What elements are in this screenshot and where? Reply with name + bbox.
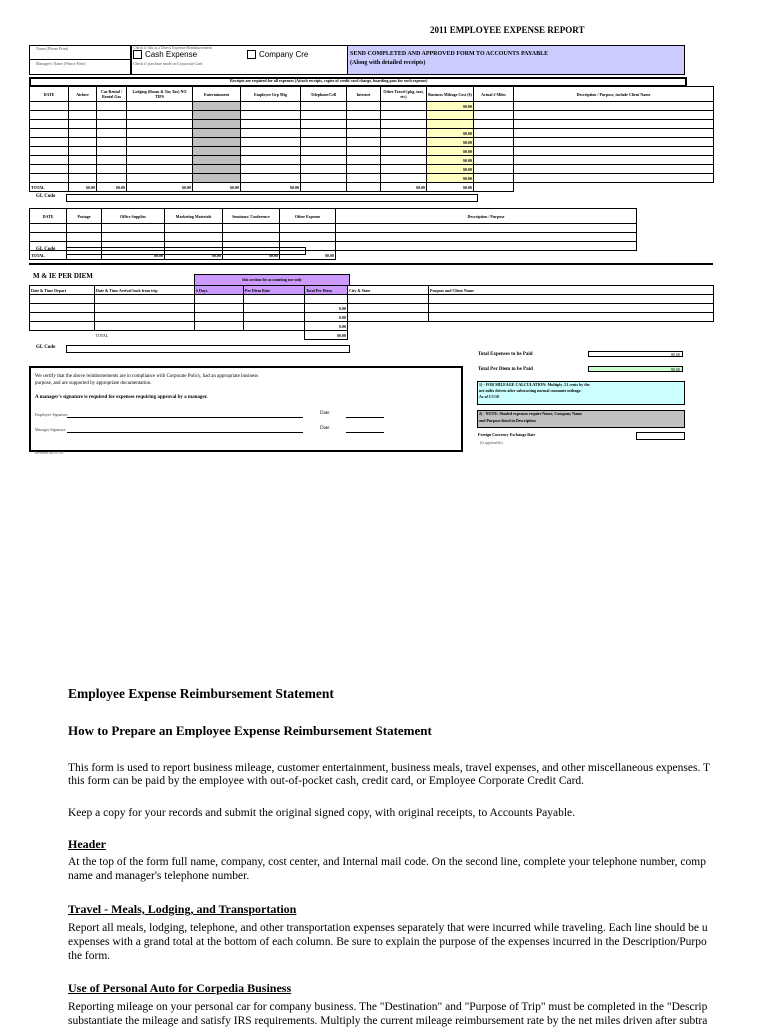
- auto-section-title: Use of Personal Auto for Corpedia Business: [68, 981, 292, 995]
- name-label: Name (Please Print): [36, 46, 69, 51]
- travel-header-row: [30, 87, 714, 102]
- perdiem-title: M & IE PER DIEM: [33, 272, 93, 280]
- travel-line-3: the form.: [68, 950, 111, 962]
- certify-manager-required: A manager's signature is required for expenses requiring approval by a manager.: [35, 395, 208, 400]
- auto-line-2: substantiate the mileage and satisfy IRS requirements. Multiply the current mileage reimbursement rate by the net miles driven after subtra: [68, 1015, 708, 1027]
- misc-row: [30, 224, 637, 233]
- mileage-note-1: 1) - FOR MILEAGE CALCULATION: Multiply .51 cents by the: [479, 382, 590, 387]
- shaded-note-1: 2) - NOTE: Shaded expenses require Name, Company Name: [479, 411, 583, 416]
- manager-label: Manager's Name (Please Print): [36, 61, 86, 66]
- travel-row: [30, 156, 714, 165]
- total-label: TOTAL: [30, 183, 69, 192]
- employee-signature-label: Employee Signature: [35, 412, 68, 417]
- employee-signature-line[interactable]: [67, 417, 303, 418]
- perdiem-header-row: Date & Time Depart Date & Time Arrival back from trip # Days Per Diem Rate Total Per Diem City & State Purpose and Client Name: [30, 286, 714, 295]
- total-perdiem-value: $0.00: [588, 366, 683, 372]
- travel-expense-table: [29, 86, 714, 192]
- mileage-cell: $0.00: [427, 102, 474, 111]
- shaded-note-2: and Purpose listed in Description: [479, 418, 536, 423]
- travel-row: [30, 147, 714, 156]
- keep-copy-line: Keep a copy for your records and submit the original signed copy, with original receipts, to Accounts Payable.: [68, 807, 576, 819]
- employee-date-line[interactable]: [346, 417, 384, 418]
- company-card-checkbox[interactable]: [247, 50, 256, 59]
- col-actual-miles: Actual # Miles: [474, 87, 514, 102]
- col-telephone: Telephone/Cell: [301, 87, 347, 102]
- travel-gl-code-row: [66, 194, 478, 202]
- mileage-cell: $0.00: [427, 174, 474, 183]
- perdiem-total-row: TOTAL $0.00: [95, 332, 346, 338]
- perdiem-row: 0.00: [30, 304, 714, 313]
- col-date: DATE: [30, 87, 69, 102]
- total-expenses-value: $0.00: [588, 351, 683, 357]
- check-label-1: Check if this is a Direct Expense Reimbursement: [133, 45, 212, 50]
- manager-date-label: Date: [320, 426, 330, 431]
- instructions-title: Employee Expense Reimbursement Statement: [68, 686, 334, 701]
- col-description: Description / Purpose, include Client Name: [514, 87, 714, 102]
- cash-expense-label: Cash Expense: [145, 50, 198, 59]
- perdiem-table: [29, 285, 714, 340]
- total-perdiem-label: Total Per Diem to be Paid: [478, 367, 533, 372]
- accounting-use-note: this section for accounting use only: [194, 274, 350, 286]
- mileage-cell: [427, 120, 474, 129]
- col-mileage-cost: Business Mileage Cost ($): [427, 87, 474, 102]
- report-title: 2011 EMPLOYEE EXPENSE REPORT: [430, 25, 585, 35]
- travel-row: [30, 138, 714, 147]
- misc-header-row: DATE Postage Office Supplies Marketing Materials Seminars/ Conference Other Expense Description / Purpose: [30, 209, 637, 224]
- mileage-cell: $0.00: [427, 129, 474, 138]
- travel-total-row: TOTAL $0.00 $0.00 $0.00 $0.00 $0.00 $0.00 $0.00: [30, 183, 714, 192]
- col-internet: Internet: [347, 87, 381, 102]
- travel-line-2: expenses with a grand total at the bottom of each column. Be sure to explain the purpose of the expenses incurred in the Description/Purpo: [68, 936, 707, 948]
- mileage-cell: $0.00: [427, 147, 474, 156]
- col-entertainment: Entertainment: [193, 87, 241, 102]
- perdiem-row: 0.00: [30, 313, 714, 322]
- manager-date-line[interactable]: [346, 432, 384, 433]
- misc-row: [30, 233, 637, 242]
- company-card-label: Company Cre: [259, 50, 309, 59]
- fx-rate-input[interactable]: [636, 432, 685, 440]
- mileage-cell: $0.00: [427, 156, 474, 165]
- travel-gl-code-label: GL Code: [36, 194, 56, 199]
- perdiem-gl-code-label: GL Code: [36, 345, 56, 350]
- travel-line-1: Report all meals, lodging, telephone, and other transportation expenses separately that were incurred while traveling. Each line should be u: [68, 922, 708, 934]
- travel-row: [30, 165, 714, 174]
- header-line-1: At the top of the form full name, company, cost center, and Internal mail code. On the second line, complete your telephone number, comp: [68, 856, 706, 868]
- header-section-title: Header: [68, 837, 106, 851]
- revised-note: Revised 06/11/10: [35, 450, 63, 455]
- travel-section-title: Travel - Meals, Lodging, and Transportation: [68, 902, 297, 916]
- mileage-cell: [427, 111, 474, 120]
- cash-expense-option[interactable]: [133, 50, 197, 59]
- travel-row: [30, 102, 714, 111]
- col-employee-grp-mtg: Employee Grp Mtg: [241, 87, 301, 102]
- fx-rate-sub: (if applicable): [480, 440, 503, 445]
- travel-row: [30, 174, 714, 183]
- perdiem-gl-code-row: [66, 345, 350, 353]
- misc-gl-code-label: GL Code: [36, 247, 56, 252]
- intro-line-2: this form can be paid by the employee with out-of-pocket cash, credit card, or Employee Corporate Credit Card.: [68, 775, 585, 787]
- col-lodging: Lodging (Room & Tax Tax) NO TIPS: [127, 87, 193, 102]
- mileage-cell: $0.00: [427, 138, 474, 147]
- mileage-note-2: net miles driven after subtracting normal commute mileage.: [479, 388, 582, 393]
- header-line-2: name and manager's telephone number.: [68, 870, 250, 882]
- col-car-rental: Car Rental / Rental Gas: [97, 87, 127, 102]
- travel-row: [30, 120, 714, 129]
- misc-total-row: TOTAL $0.00 $0.00 $0.00 $0.00: [31, 252, 334, 258]
- company-card-option[interactable]: [247, 50, 308, 59]
- col-airfare: Airfare: [69, 87, 97, 102]
- manager-signature-label: Manager Signature: [35, 427, 66, 432]
- travel-row: [30, 129, 714, 138]
- perdiem-row: 0.00: [30, 322, 714, 331]
- certify-line2: purpose, and are supported by appropriate documentation.: [35, 381, 152, 386]
- auto-line-1: Reporting mileage on your personal car for company business. The "Destination" and "Purpose of Trip" must be completed in the "Descrip: [68, 1001, 708, 1013]
- travel-row: [30, 111, 714, 120]
- certify-line1: We certify that the above reimbursements are in compliance with Corporate Policy, had an appropriate business: [35, 374, 259, 379]
- col-other-travel: Other Travel (pkg, taxi, etc): [381, 87, 427, 102]
- misc-gl-code-row: [66, 247, 306, 255]
- total-expenses-label: Total Expenses to be Paid: [478, 352, 533, 357]
- send-form-line1: SEND COMPLETED AND APPROVED FORM TO ACCOUNTS PAYABLE: [350, 51, 549, 57]
- mileage-note-3: As of 1/1/10: [479, 394, 499, 399]
- send-form-line2: (Along with detailed receipts): [350, 60, 426, 66]
- mileage-cell: $0.00: [427, 165, 474, 174]
- employee-date-label: Date: [320, 411, 330, 416]
- section-divider: [29, 263, 713, 265]
- manager-signature-line[interactable]: [67, 432, 303, 433]
- cash-expense-checkbox[interactable]: [133, 50, 142, 59]
- instructions-subtitle: How to Prepare an Employee Expense Reimbursement Statement: [68, 723, 432, 738]
- receipts-note: Receipts are required for all expenses (Attach receipts, copies of credit card charge, boarding pass for each expense): [230, 78, 428, 83]
- intro-line-1: This form is used to report business mileage, customer entertainment, business meals, travel expenses, and other miscellaneous expenses. T: [68, 762, 711, 774]
- check-label-2: Check if purchase made on Corporate Card: [133, 61, 203, 66]
- perdiem-row: [30, 295, 714, 304]
- fx-rate-label: Foreign Currency Exchange Rate: [478, 432, 536, 437]
- name-divider: [29, 59, 131, 60]
